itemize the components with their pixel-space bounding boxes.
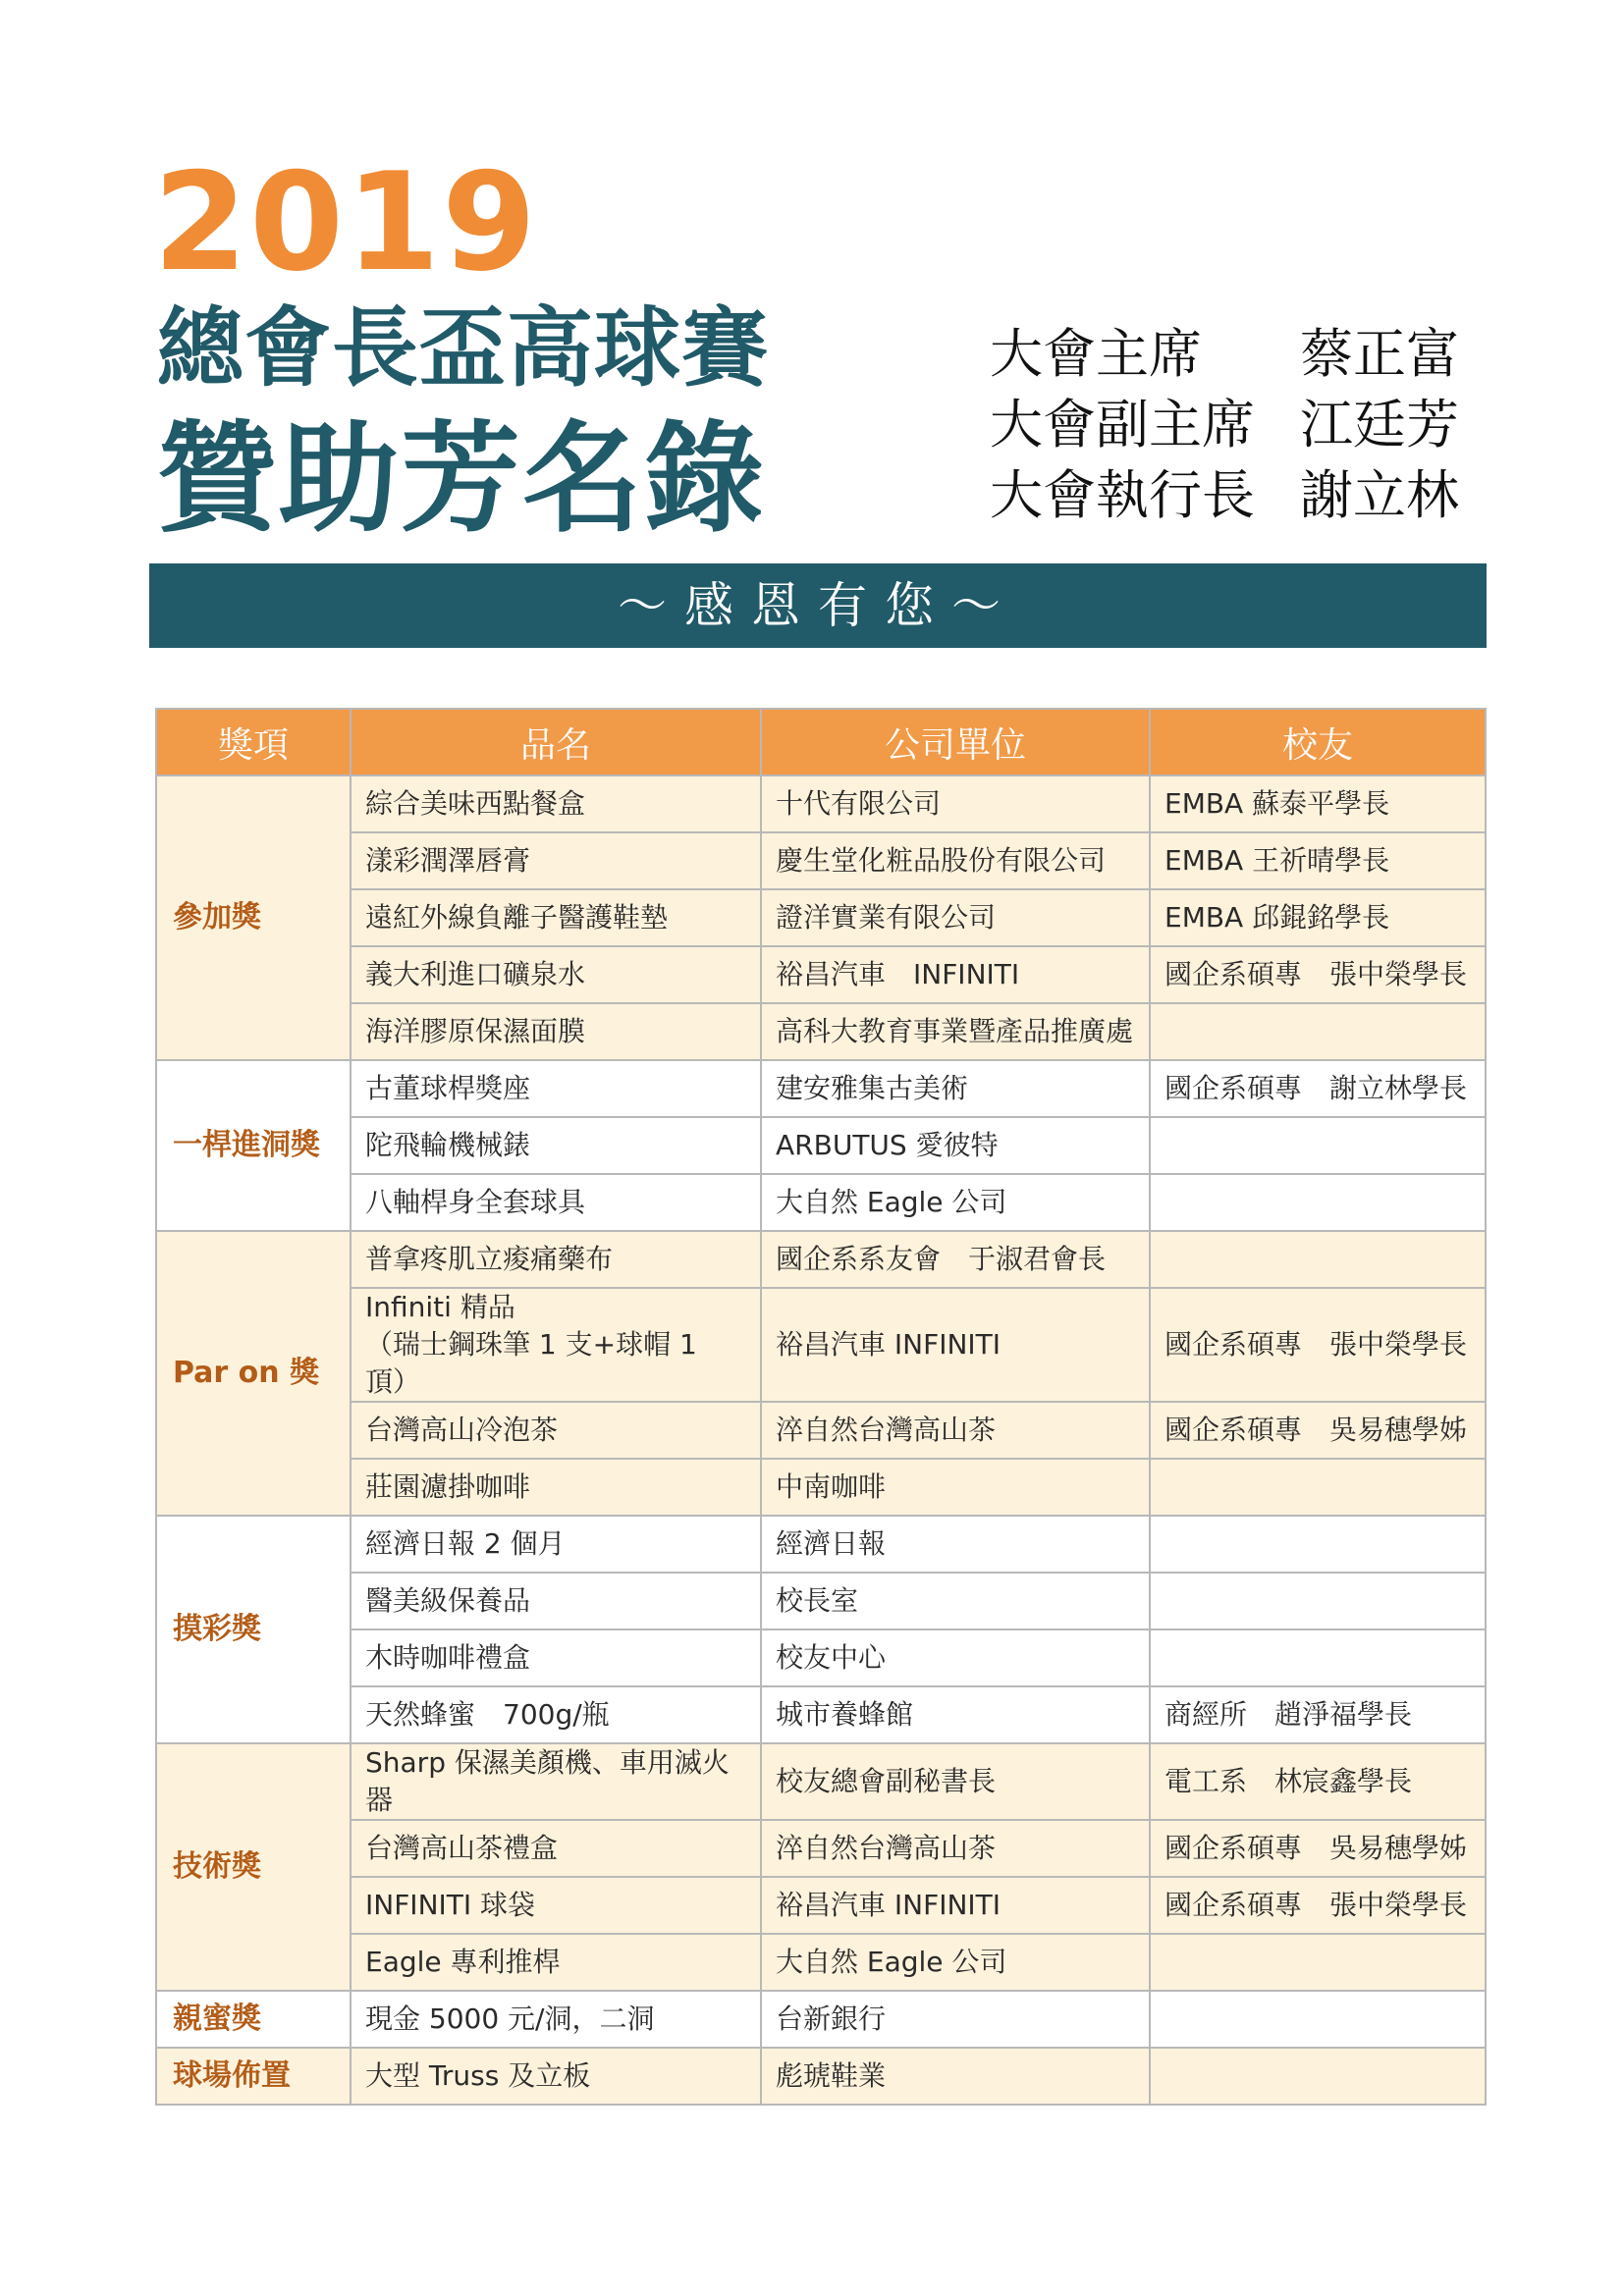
event-year: 2019 xyxy=(153,143,539,301)
event-title: 總會長盃高球賽 xyxy=(157,297,770,399)
sponsor-alumni xyxy=(1150,1117,1486,1174)
table-row xyxy=(156,1820,1486,1877)
sponsor-table-body xyxy=(156,775,1486,2105)
column-header-award: 獎項 xyxy=(156,709,351,775)
sponsor-company: 證洋實業有限公司 xyxy=(761,889,1150,946)
sponsor-alumni: EMBA 王祈晴學長 xyxy=(1150,832,1486,889)
prize-item: 古董球桿獎座 xyxy=(351,1060,761,1117)
table-row xyxy=(156,1686,1486,1743)
sponsor-company: 裕昌汽車 INFINITI xyxy=(761,946,1150,1003)
sponsor-company: 台新銀行 xyxy=(761,1991,1150,2048)
table-row xyxy=(156,1003,1486,1060)
officer-name: 蔡正富 xyxy=(1300,322,1459,385)
sponsor-company: 十代有限公司 xyxy=(761,775,1150,832)
officer-name: 江廷芳 xyxy=(1300,393,1459,455)
sponsor-alumni: EMBA 蘇泰平學長 xyxy=(1150,775,1486,832)
prize-item: 遠紅外線負離子醫護鞋墊 xyxy=(351,889,761,946)
sponsor-company: 校長室 xyxy=(761,1573,1150,1629)
sponsor-alumni xyxy=(1150,1934,1486,1991)
prize-item: 木時咖啡禮盒 xyxy=(351,1629,761,1686)
sponsor-company: 彪琥鞋業 xyxy=(761,2048,1150,2105)
sponsor-company: 大自然 Eagle 公司 xyxy=(761,1174,1150,1231)
officer-role: 大會執行長 xyxy=(990,463,1255,526)
sponsor-company: 建安雅集古美術 xyxy=(761,1060,1150,1117)
prize-item: Eagle 專利推桿 xyxy=(351,1934,761,1991)
sponsor-alumni: 商經所 趙淨福學長 xyxy=(1150,1686,1486,1743)
prize-item: INFINITI 球袋 xyxy=(351,1877,761,1934)
sponsor-alumni xyxy=(1150,2048,1486,2105)
prize-item: Sharp 保濕美顏機、車用滅火器 xyxy=(351,1743,761,1820)
officer-row xyxy=(990,314,1459,385)
column-header-company: 公司單位 xyxy=(761,709,1150,775)
sponsor-alumni xyxy=(1150,1003,1486,1060)
table-row xyxy=(156,1288,1486,1402)
sponsor-table xyxy=(155,708,1487,2106)
officers-list xyxy=(990,314,1459,526)
table-row xyxy=(156,1402,1486,1459)
table-row xyxy=(156,946,1486,1003)
table-row xyxy=(156,889,1486,946)
table-row xyxy=(156,1629,1486,1686)
sponsor-alumni xyxy=(1150,1516,1486,1573)
table-row xyxy=(156,1573,1486,1629)
award-category: 技術獎 xyxy=(156,1743,351,1991)
prize-item: 漾彩潤澤唇膏 xyxy=(351,832,761,889)
sponsor-alumni xyxy=(1150,1991,1486,2048)
sponsor-alumni: 電工系 林宸鑫學長 xyxy=(1150,1743,1486,1820)
prize-item: 義大利進口礦泉水 xyxy=(351,946,761,1003)
officer-row xyxy=(990,385,1459,455)
sponsor-company: 城市養蜂館 xyxy=(761,1686,1150,1743)
award-category: 親蜜獎 xyxy=(156,1991,351,2048)
table-row xyxy=(156,1991,1486,2048)
sponsor-alumni: 國企系碩專 吳易穗學姊 xyxy=(1150,1402,1486,1459)
sponsor-company: 裕昌汽車 INFINITI xyxy=(761,1877,1150,1934)
sponsor-company: 裕昌汽車 INFINITI xyxy=(761,1288,1150,1402)
prize-item: 現金 5000 元/洞，二洞 xyxy=(351,1991,761,2048)
prize-item: 天然蜂蜜 700g/瓶 xyxy=(351,1686,761,1743)
prize-item: 綜合美味西點餐盒 xyxy=(351,775,761,832)
sponsor-alumni: EMBA 邱錕銘學長 xyxy=(1150,889,1486,946)
sponsor-company: 高科大教育事業暨產品推廣處 xyxy=(761,1003,1150,1060)
table-row xyxy=(156,1231,1486,1288)
officer-role: 大會主席 xyxy=(990,322,1202,385)
prize-item: 陀飛輪機械錶 xyxy=(351,1117,761,1174)
award-category: 摸彩獎 xyxy=(156,1516,351,1743)
prize-item: 普拿疼肌立痠痛藥布 xyxy=(351,1231,761,1288)
prize-item: 醫美級保養品 xyxy=(351,1573,761,1629)
sponsor-alumni xyxy=(1150,1231,1486,1288)
prize-item-detail: （瑞士鋼珠筆 1 支+球帽 1 頂） xyxy=(365,1328,697,1398)
prize-item: 八軸桿身全套球具 xyxy=(351,1174,761,1231)
sponsor-alumni: 國企系碩專 張中榮學長 xyxy=(1150,1288,1486,1402)
column-header-alumni: 校友 xyxy=(1150,709,1486,775)
prize-item: 大型 Truss 及立板 xyxy=(351,2048,761,2105)
document-title: 贊助芳名錄 xyxy=(157,409,766,549)
table-row xyxy=(156,1743,1486,1820)
award-category: 球場佈置 xyxy=(156,2048,351,2105)
table-row xyxy=(156,775,1486,832)
sponsor-alumni xyxy=(1150,1629,1486,1686)
table-row xyxy=(156,1060,1486,1117)
prize-item-line: Infiniti 精品 xyxy=(365,1291,515,1323)
prize-item: 台灣高山茶禮盒 xyxy=(351,1820,761,1877)
sponsor-alumni: 國企系碩專 張中榮學長 xyxy=(1150,1877,1486,1934)
officer-row xyxy=(990,455,1459,526)
sponsor-alumni xyxy=(1150,1174,1486,1231)
table-row xyxy=(156,1934,1486,1991)
table-row xyxy=(156,2048,1486,2105)
sponsor-alumni: 國企系碩專 謝立林學長 xyxy=(1150,1060,1486,1117)
sponsor-alumni xyxy=(1150,1573,1486,1629)
column-header-item: 品名 xyxy=(351,709,761,775)
sponsor-company: 中南咖啡 xyxy=(761,1459,1150,1516)
sponsor-company: 大自然 Eagle 公司 xyxy=(761,1934,1150,1991)
prize-item xyxy=(351,1288,761,1402)
sponsor-alumni xyxy=(1150,1459,1486,1516)
prize-item: 台灣高山冷泡茶 xyxy=(351,1402,761,1459)
award-category: Par on 獎 xyxy=(156,1231,351,1516)
prize-item: 莊園濾掛咖啡 xyxy=(351,1459,761,1516)
table-header-row xyxy=(156,709,1486,775)
sponsor-company: 慶生堂化粧品股份有限公司 xyxy=(761,832,1150,889)
award-category: 參加獎 xyxy=(156,775,351,1060)
prize-item: 海洋膠原保濕面膜 xyxy=(351,1003,761,1060)
table-row xyxy=(156,832,1486,889)
sponsor-company: 經濟日報 xyxy=(761,1516,1150,1573)
sponsor-company: 校友中心 xyxy=(761,1629,1150,1686)
table-row xyxy=(156,1174,1486,1231)
sponsor-company: ARBUTUS 愛彼特 xyxy=(761,1117,1150,1174)
award-category: 一桿進洞獎 xyxy=(156,1060,351,1231)
sponsor-alumni: 國企系碩專 張中榮學長 xyxy=(1150,946,1486,1003)
thanks-banner: ～感恩有您～ xyxy=(149,563,1487,648)
table-row xyxy=(156,1117,1486,1174)
sponsor-company: 淬自然台灣高山茶 xyxy=(761,1820,1150,1877)
prize-item: 經濟日報 2 個月 xyxy=(351,1516,761,1573)
table-row xyxy=(156,1459,1486,1516)
sponsor-company: 淬自然台灣高山茶 xyxy=(761,1402,1150,1459)
sponsor-company: 國企系系友會 于淑君會長 xyxy=(761,1231,1150,1288)
officer-name: 謝立林 xyxy=(1300,463,1459,526)
table-row xyxy=(156,1877,1486,1934)
sponsor-company: 校友總會副秘書長 xyxy=(761,1743,1150,1820)
table-row xyxy=(156,1516,1486,1573)
sponsor-alumni: 國企系碩專 吳易穗學姊 xyxy=(1150,1820,1486,1877)
officer-role: 大會副主席 xyxy=(990,393,1255,455)
